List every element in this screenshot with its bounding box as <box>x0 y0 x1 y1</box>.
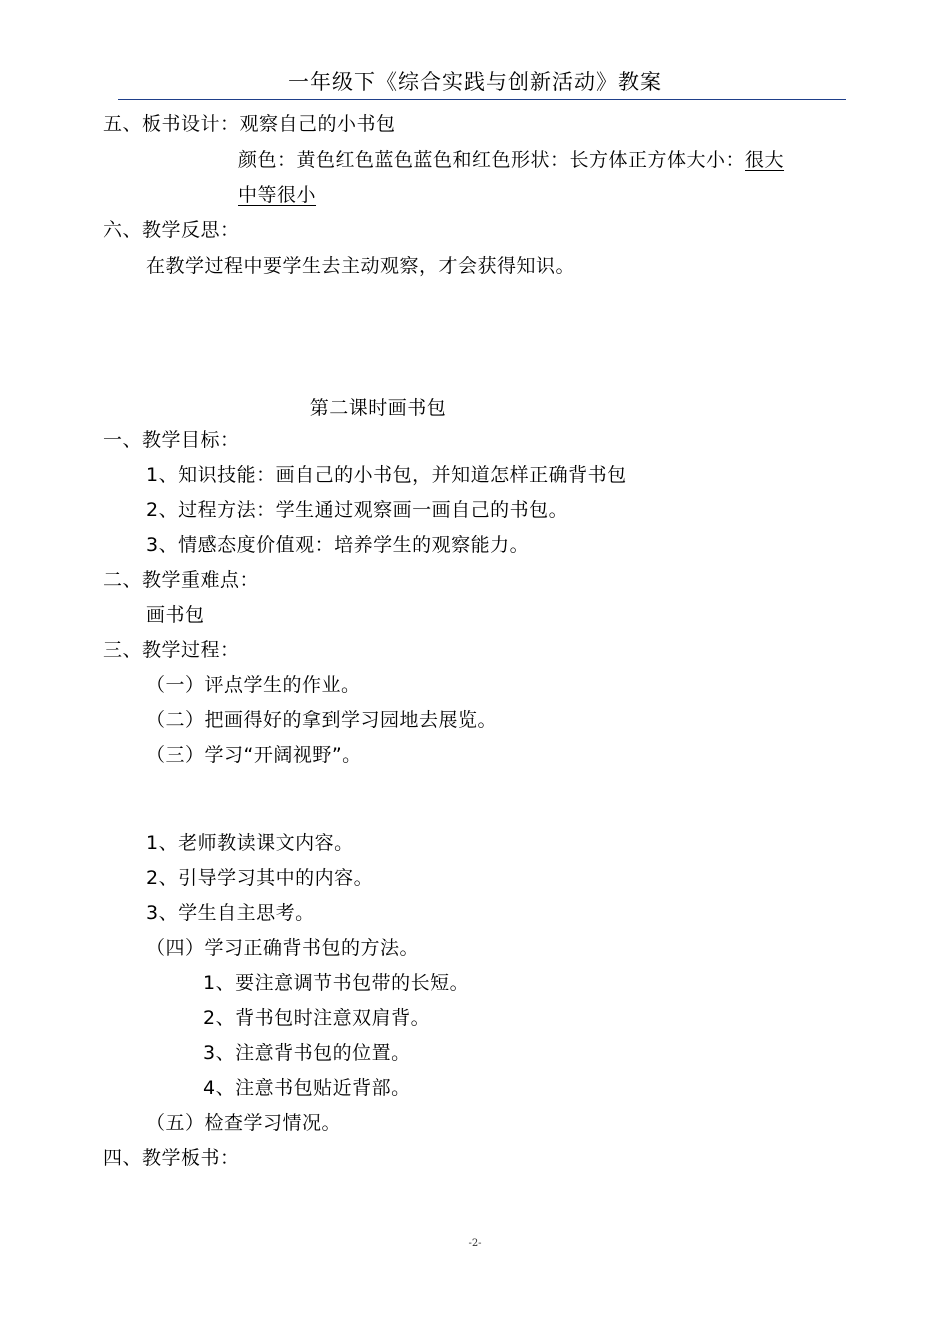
process-substep: 2、引导学习其中的内容。 <box>146 867 374 889</box>
process-step: （一）评点学生的作业。 <box>146 674 361 696</box>
process-step: （二）把画得好的拿到学习园地去展览。 <box>146 709 498 731</box>
process-step-5: （五）检查学习情况。 <box>146 1112 342 1134</box>
step-4-item: 1、要注意调节书包带的长短。 <box>203 972 470 994</box>
step-4-item: 2、背书包时注意双肩背。 <box>203 1007 431 1029</box>
step-4-item: 3、注意背书包的位置。 <box>203 1042 411 1064</box>
step-4-item: 4、注意书包贴近背部。 <box>203 1077 411 1099</box>
process-step: （三）学习“开阔视野”。 <box>146 744 362 766</box>
process-substep: 3、学生自主思考。 <box>146 902 315 924</box>
key-points-heading: 二、教学重难点： <box>103 569 260 591</box>
board-design-line-1 <box>238 148 784 172</box>
goal-item: 3、情感态度价值观：培养学生的观察能力。 <box>146 534 530 556</box>
reflection-text: 在教学过程中要学生去主动观察，才会获得知识。 <box>146 255 576 277</box>
header-divider <box>118 99 846 100</box>
blackboard-heading: 四、教学板书： <box>103 1147 240 1169</box>
board-design-line-1-text: 颜色：黄色红色蓝色蓝色和红色形状：长方体正方体大小： <box>238 149 746 171</box>
goals-heading: 一、教学目标： <box>103 429 240 451</box>
process-heading: 三、教学过程： <box>103 639 240 661</box>
reflection-heading: 六、教学反思： <box>103 219 240 241</box>
page-number: -2- <box>468 1238 482 1249</box>
process-substep: 1、老师教读课文内容。 <box>146 832 354 854</box>
key-points-text: 画书包 <box>146 604 205 626</box>
document-header-title: 一年级下《综合实践与创新活动》教案 <box>288 70 662 94</box>
board-design-line-1-underlined: 很大 <box>745 149 785 171</box>
board-design-line-2: 中等很小 <box>238 184 317 206</box>
process-step-4: （四）学习正确背书包的方法。 <box>146 937 420 959</box>
lesson-2-title: 第二课时画书包 <box>309 397 447 419</box>
board-design-heading: 五、板书设计：观察自己的小书包 <box>103 113 396 135</box>
goal-item: 1、知识技能：画自己的小书包，并知道怎样正确背书包 <box>146 464 627 486</box>
goal-item: 2、过程方法：学生通过观察画一画自己的书包。 <box>146 499 569 521</box>
